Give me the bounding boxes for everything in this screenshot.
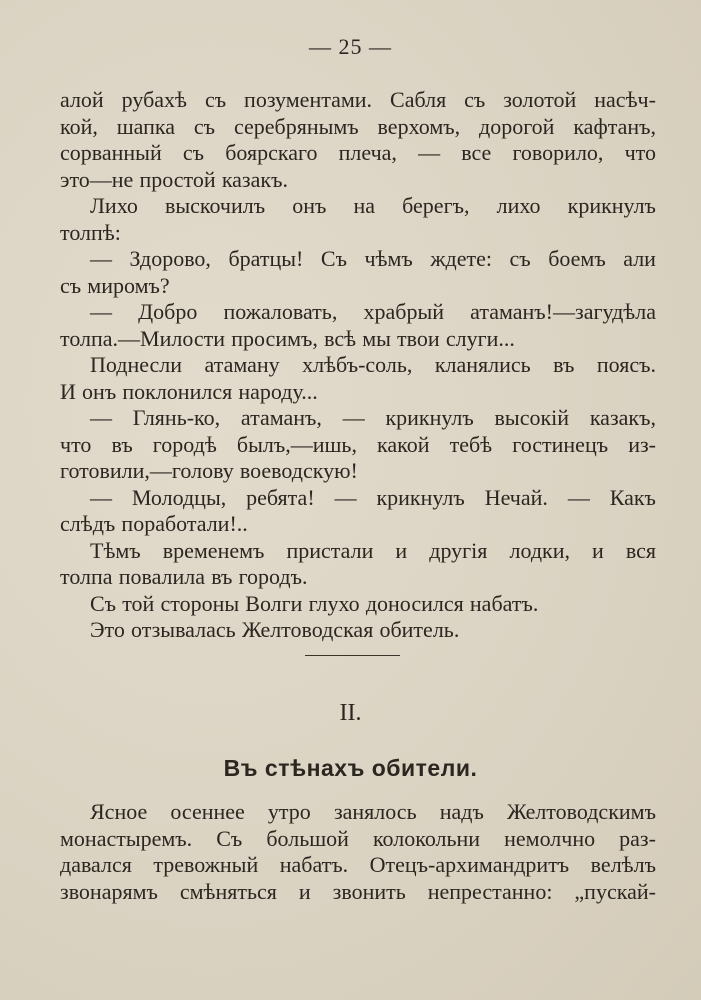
- text-line: Поднесли атаману хлѣбъ-соль, кланялись въ поясъ.: [90, 352, 656, 377]
- text-line: что въ городѣ былъ,—ишь, какой тебѣ гостинецъ из-: [60, 431, 656, 457]
- text-line: давался тревожный набатъ. Отецъ-архимандритъ велѣлъ: [60, 852, 656, 877]
- text-line: слѣдъ поработали!..: [60, 511, 248, 536]
- text-line: Ясное осеннее утро занялось надъ Желтоводскимъ: [90, 799, 656, 824]
- text-line: Это отзывалась Желтоводская обитель.: [90, 617, 460, 642]
- text-line: — Глянь-ко, атаманъ, — крикнулъ высокій казакъ,: [90, 405, 656, 430]
- page-number: — 25 —: [309, 34, 392, 59]
- text-line: алой рубахѣ съ позументами. Сабля съ золотой насѣч-: [60, 87, 656, 112]
- text-line: И онъ поклонился народу...: [60, 378, 318, 404]
- text-line: — Молодцы, ребята! — крикнулъ Нечай. — Какъ: [90, 484, 656, 510]
- text-line: это—не простой казакъ.: [60, 166, 288, 192]
- text-line: Тѣмъ временемъ пристали и другія лодки, и вся: [90, 537, 656, 563]
- section-divider-rule: [305, 655, 400, 656]
- text-line: сорванный съ боярскаго плеча, — все говорило, что: [60, 140, 656, 165]
- chapter-number: II.: [339, 700, 362, 726]
- text-line: толпа.—Милости просимъ, всѣ мы твои слуги...: [60, 325, 515, 351]
- body-text-section-1: [60, 87, 656, 644]
- text-line: Лихо выскочилъ онъ на берегъ, лихо крикнулъ: [90, 193, 656, 218]
- text-line: — Здорово, братцы! Съ чѣмъ ждете: съ боемъ али: [90, 246, 656, 271]
- text-line: Съ той стороны Волги глухо доносился набатъ.: [90, 590, 539, 616]
- body-text-section-2: [60, 799, 656, 905]
- text-line: кой, шапка съ серебрянымъ верхомъ, дорогой кафтанъ,: [60, 113, 656, 139]
- text-line: толпѣ:: [60, 219, 121, 245]
- text-line: — Добро пожаловать, храбрый атаманъ!—загудѣла: [90, 299, 656, 324]
- chapter-title: Въ стѣнахъ обители.: [223, 755, 478, 781]
- text-line: съ миромъ?: [60, 272, 170, 298]
- text-line: готовили,—голову воеводскую!: [60, 458, 358, 483]
- text-line: монастыремъ. Съ большой колокольни немолчно раз-: [60, 825, 656, 851]
- text-line: звонарямъ смѣняться и звонить непрестанно: „пускай-: [60, 878, 656, 904]
- text-line: толпа повалила въ городъ.: [60, 564, 308, 589]
